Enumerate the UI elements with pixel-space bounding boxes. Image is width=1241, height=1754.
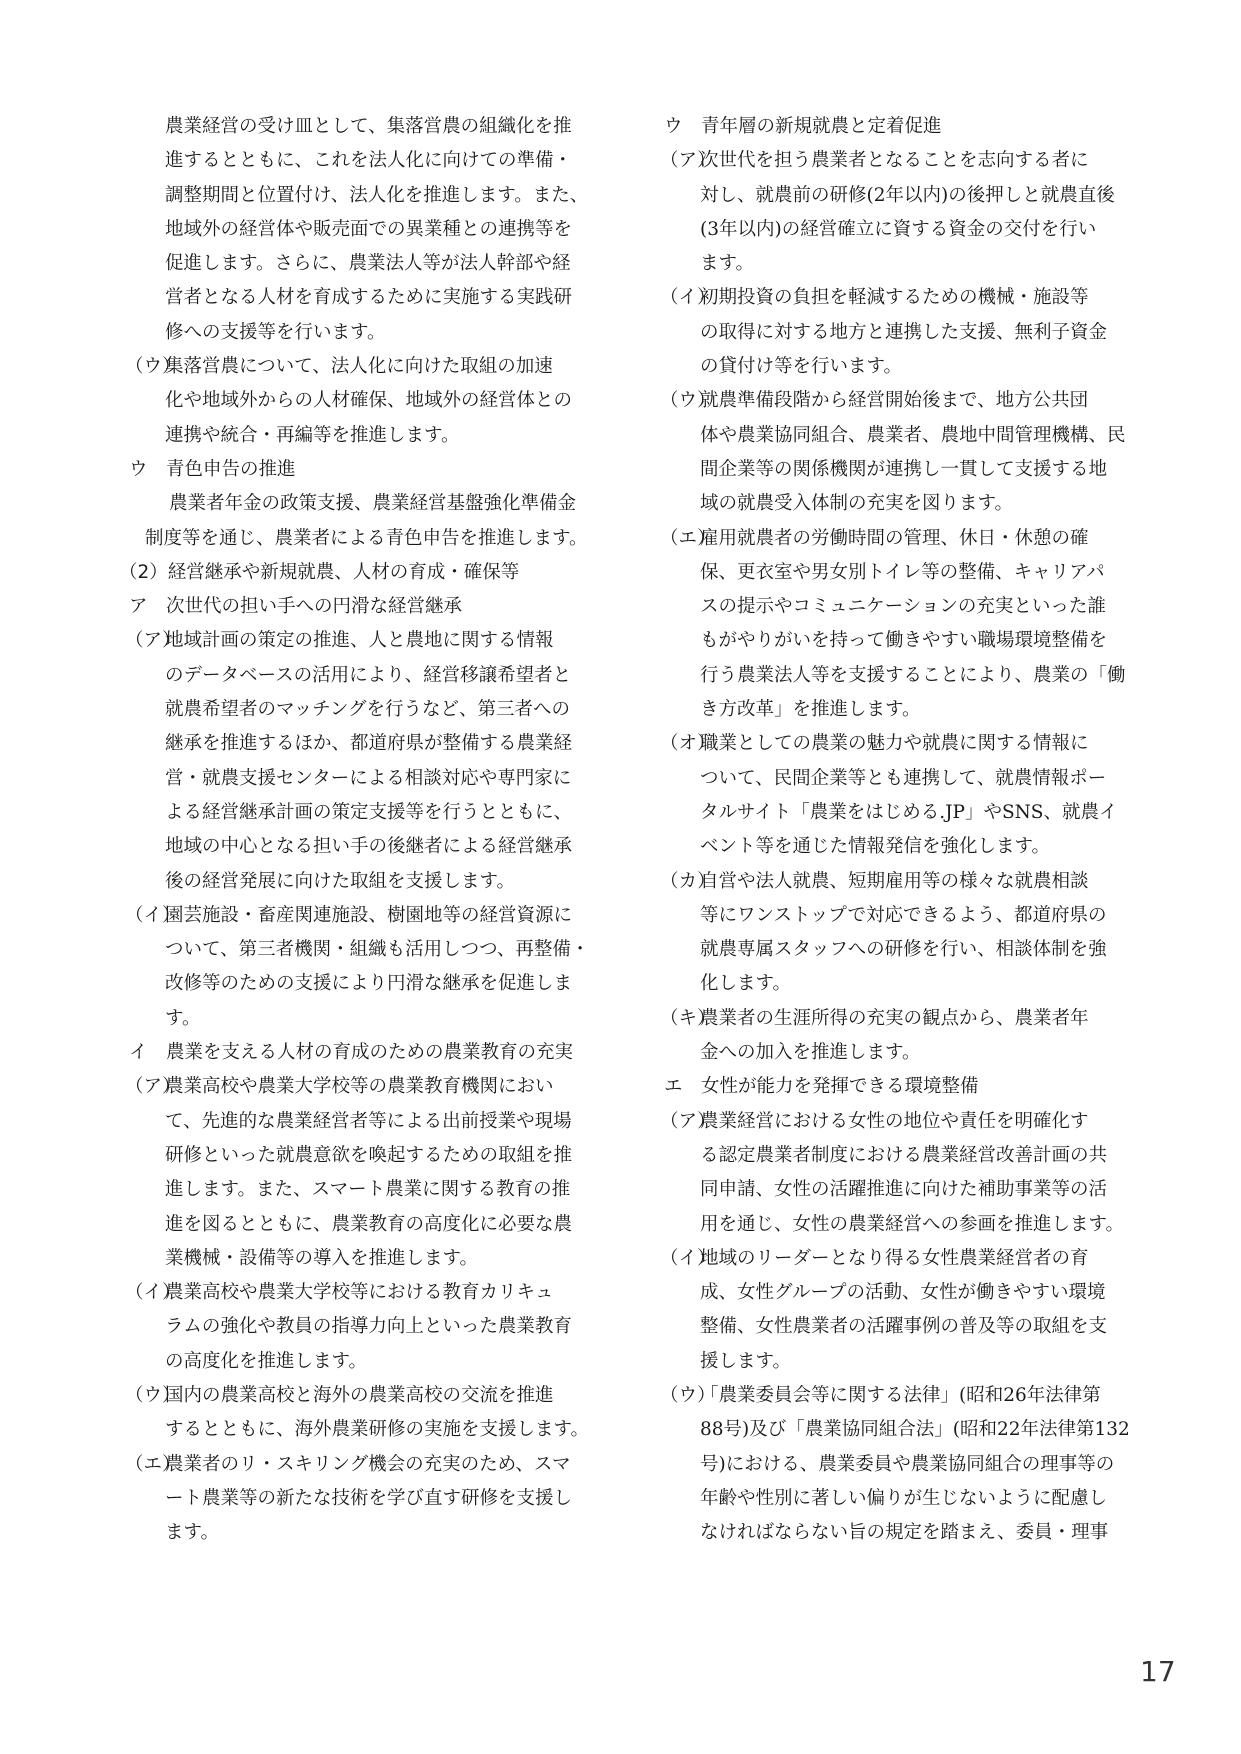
text-line: 営・就農支援センターによる相談対応や専門家に	[165, 767, 572, 789]
text-line: 国内の農業高校と海外の農業高校の交流を推進	[165, 1384, 554, 1406]
text-line: 修への支援等を行います。	[165, 321, 386, 343]
text-line: 初期投資の負担を軽減するための機械・施設等	[700, 287, 1089, 309]
text-line: き方改革」を推進します。	[700, 699, 921, 721]
text-line: る認定農業者制度における農業経営改善計画の共	[700, 1144, 1108, 1166]
text-line: 次世代を担う農業者となることを志向する者に	[700, 150, 1089, 172]
numbered-item	[125, 1448, 610, 1551]
text-line: 対し、就農前の研修(2年以内)の後押しと就農直後	[700, 184, 1115, 206]
text-line: 域の就農受入体制の充実を図ります。	[700, 493, 1014, 515]
text-line: 継承を推進するほか、都道府県が整備する農業経	[165, 733, 573, 755]
item-label: （ア）	[660, 150, 716, 172]
text-line: 行う農業法人等を支援することにより、農業の「働	[700, 664, 1126, 686]
item-label: （イ）	[660, 287, 716, 309]
item-label: （キ）	[660, 1007, 716, 1029]
numbered-item	[660, 1002, 1145, 1071]
section-subheading: ウ 青色申告の推進	[129, 458, 296, 480]
text-line: 就農専属スタッフへの研修を行い、相談体制を強	[700, 939, 1107, 961]
text-line: て、先進的な農業経営者等による出前授業や現場	[165, 1110, 572, 1132]
item-label: （カ）	[660, 870, 716, 892]
item-label: （ア）	[125, 1076, 181, 1098]
numbered-item	[660, 865, 1145, 1002]
text-line: 88号)及び「農業協同組合法」(昭和22年法律第132	[700, 1419, 1130, 1441]
text-line: 進を図るとともに、農業教育の高度化に必要な農	[165, 1213, 573, 1235]
text-line: ます。	[165, 1522, 220, 1544]
text-line: 集落営農について、法人化に向けた取組の加速	[165, 356, 553, 378]
left-column	[119, 110, 610, 1550]
numbered-item	[660, 384, 1145, 521]
numbered-item	[660, 144, 1145, 281]
text-line: の貸付け等を行います。	[700, 356, 903, 378]
text-line: 援します。	[700, 1350, 792, 1372]
body-paragraph	[125, 487, 610, 521]
page-number: 17	[1140, 1655, 1176, 1688]
text-line: 農業経営の受け皿として、集落営農の組織化を推	[165, 116, 572, 137]
text-line: 金への加入を推進します。	[700, 1042, 921, 1064]
text-line: 就農準備段階から経営開始後まで、地方公共団	[700, 390, 1089, 412]
text-line: ついて、第三者機関・組織も活用しつつ、再整備・	[165, 939, 590, 961]
text-line: もがやりがいを持って働きやすい職場環境整備を	[700, 630, 1108, 652]
text-line: 農業高校や農業大学校等における教育カリキュ	[165, 1282, 554, 1304]
text-line: 地域計画の策定の推進、人と農地に関する情報	[165, 630, 554, 652]
numbered-item	[660, 1105, 1145, 1242]
numbered-item	[125, 624, 610, 898]
text-line: 調整期間と位置付け、法人化を推進します。また、	[165, 184, 589, 206]
text-line: 農業高校や農業大学校等の農業教育機関におい	[165, 1076, 554, 1098]
numbered-item	[125, 1276, 610, 1379]
text-line: 用を通じ、女性の農業経営への参画を推進します。	[700, 1213, 1125, 1235]
right-column	[660, 110, 1145, 1550]
numbered-item	[660, 1379, 1145, 1550]
text-line: 号)における、農業委員や農業協同組合の理事等の	[700, 1453, 1115, 1475]
numbered-item	[660, 727, 1145, 864]
item-label: （エ）	[125, 1453, 181, 1475]
numbered-item	[125, 899, 610, 1036]
item-label: （イ）	[660, 1247, 716, 1269]
text-line: のデータベースの活用により、経営移譲希望者と	[165, 664, 572, 686]
text-line: ベント等を通じた情報発信を強化します。	[700, 836, 1051, 858]
text-line: 改修等のための支援により円滑な継承を促進しま	[165, 973, 573, 995]
text-line: 「農業委員会等に関する法律」(昭和26年法律第	[700, 1384, 1101, 1406]
text-line: 職業としての農業の魅力や就農に関する情報に	[700, 733, 1089, 755]
text-line: 園芸施設・畜産関連施設、樹園地等の経営資源に	[165, 904, 573, 926]
text-line: 体や農業協同組合、農業者、農地中間管理機構、民	[700, 424, 1126, 446]
item-label: （ウ）	[660, 390, 716, 412]
text-line: スの提示やコミュニケーションの充実といった誰	[700, 596, 1106, 618]
text-line: 化します。	[700, 973, 792, 995]
body-paragraph	[125, 522, 610, 556]
text-line: 雇用就農者の労働時間の管理、休日・休憩の確	[700, 527, 1089, 549]
text-line: 農業経営における女性の地位や責任を明確化す	[700, 1110, 1089, 1132]
item-label: （ア）	[125, 630, 181, 652]
numbered-item	[125, 350, 610, 453]
text-line: 間企業等の関係機関が連携し一貫して支援する地	[700, 458, 1108, 480]
item-label: （エ）	[660, 527, 716, 549]
text-line: よる経営継承計画の策定支援等を行うとともに、	[165, 801, 573, 823]
section-subheading: エ 女性が能力を発揮できる環境整備	[664, 1076, 979, 1098]
item-label: （ア）	[660, 1110, 716, 1132]
text-line: 年齢や性別に著しい偏りが生じないように配慮し	[700, 1487, 1108, 1509]
text-line: 保、更衣室や男女別トイレ等の整備、キャリアパ	[700, 561, 1105, 583]
numbered-item	[660, 522, 1145, 728]
text-line: 促進します。さらに、農業法人等が法人幹部や経	[165, 253, 571, 275]
body-paragraph	[125, 110, 610, 350]
item-label: （ウ）	[125, 356, 181, 378]
text-line: 地域のリーダーとなり得る女性農業経営者の育	[700, 1247, 1089, 1269]
text-line: ついて、民間企業等とも連携して、就農情報ポー	[700, 767, 1107, 789]
item-label: （ウ）	[125, 1384, 181, 1406]
text-line: 農業者のリ・スキリング機会の充実のため、スマ	[165, 1453, 571, 1475]
text-line: ラムの強化や教員の指導力向上といった農業教育	[165, 1316, 572, 1338]
text-line: 成、女性グループの活動、女性が働きやすい環境	[700, 1282, 1106, 1304]
text-line: 等にワンストップで対応できるよう、都道府県の	[700, 904, 1107, 926]
text-line: 業機械・設備等の導入を推進します。	[165, 1247, 479, 1269]
text-line: 研修といった就農意欲を喚起するための取組を推	[165, 1144, 573, 1166]
text-line: 自営や法人就農、短期雇用等の様々な就農相談	[700, 870, 1089, 892]
numbered-item	[660, 1242, 1145, 1379]
text-line: 後の経営発展に向けた取組を支援します。	[165, 870, 516, 892]
section-subheading: イ 農業を支える人材の育成のための農業教育の充実	[129, 1042, 574, 1064]
section-subheading: ア 次世代の担い手への円滑な経営継承	[129, 596, 463, 618]
item-label: （イ）	[125, 904, 181, 926]
text-line: す。	[165, 1007, 201, 1029]
numbered-item	[125, 1070, 610, 1276]
text-line: ます。	[700, 253, 755, 275]
text-line: 営者となる人材を育成するために実施する実践研	[165, 287, 573, 309]
text-line: するとともに、海外農業研修の実施を支援します。	[165, 1419, 590, 1441]
text-line: 地域外の経営体や販売面での異業種との連携等を	[165, 218, 573, 240]
text-line: 地域の中心となる担い手の後継者による経営継承	[165, 836, 573, 858]
numbered-item	[660, 281, 1145, 384]
text-line: なければならない旨の規定を踏まえ、委員・理事	[700, 1522, 1109, 1544]
text-line: 農業者年金の政策支援、農業経営基盤強化準備金	[169, 493, 577, 515]
numbered-item	[125, 1379, 610, 1448]
text-line: 制度等を通じ、農業者による青色申告を推進します。	[145, 527, 588, 549]
text-line: 農業者の生涯所得の充実の観点から、農業者年	[700, 1007, 1089, 1029]
section-subheading: ウ 青年層の新規就農と定着促進	[664, 116, 942, 137]
text-line: 整備、女性農業者の活躍事例の普及等の取組を支	[700, 1316, 1108, 1338]
item-label: （イ）	[125, 1282, 181, 1304]
text-line: (3年以内)の経営確立に資する資金の交付を行い	[700, 218, 1097, 240]
text-line: 化や地域外からの人材確保、地域外の経営体との	[165, 390, 573, 412]
text-line: ート農業等の新たな技術を学び直す研修を支援し	[165, 1487, 573, 1509]
text-line: 進するとともに、これを法人化に向けての準備・	[165, 150, 573, 172]
item-label: （オ）	[660, 733, 716, 755]
section-heading: （2）経営継承や新規就農、人材の育成・確保等	[119, 561, 520, 583]
item-label: （ウ）	[660, 1384, 716, 1406]
text-line: の取得に対する地方と連携した支援、無利子資金	[700, 321, 1108, 343]
text-line: 同申請、女性の活躍推進に向けた補助事業等の活	[700, 1179, 1108, 1201]
text-line: の高度化を推進します。	[165, 1350, 368, 1372]
text-line: タルサイト「農業をはじめる.JP」やSNS、就農イ	[700, 801, 1118, 823]
text-line: 就農希望者のマッチングを行うなど、第三者への	[165, 699, 570, 721]
text-line: 連携や統合・再編等を推進します。	[165, 424, 460, 446]
text-line: 進します。また、スマート農業に関する教育の推	[165, 1179, 571, 1201]
